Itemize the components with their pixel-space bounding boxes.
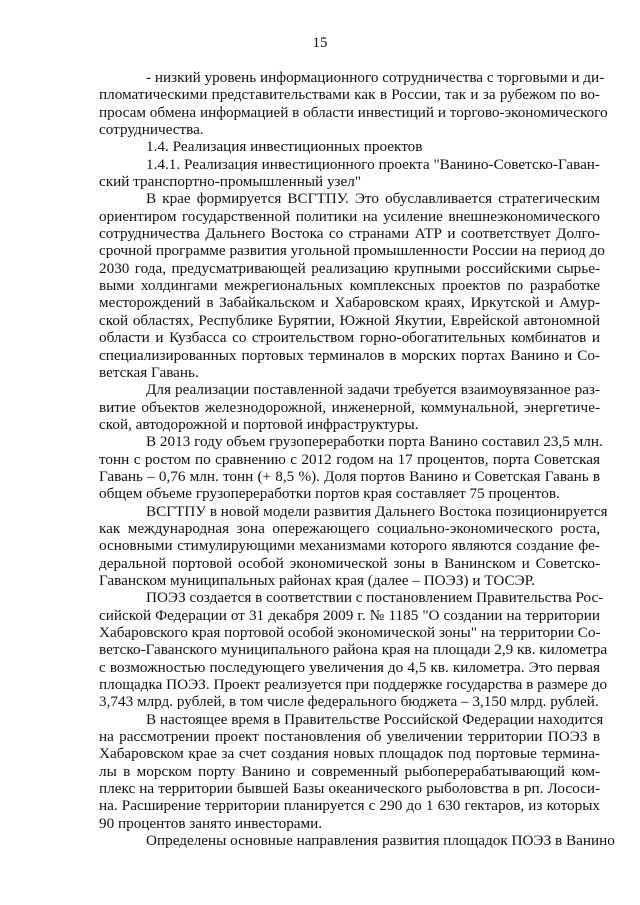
text-line: - низкий уровень информационного сотрудничества с торговыми и ди-: [146, 69, 605, 86]
text-line: площадка ПОЭЗ. Проект реализуется при поддержке государства в размере до: [99, 676, 608, 694]
text-line: как международная зона опережающего социально-экономического роста,: [99, 519, 600, 537]
text-line: плекс на территории бывшей Базы океанического рыболовства в рп. Лососи-: [99, 780, 600, 798]
page-number: 15: [312, 35, 328, 51]
body-text: [99, 69, 615, 850]
text-line: Для реализации поставленной задачи требуется взаимоувязанное раз-: [146, 381, 600, 399]
text-line: ВСГТПУ в новой модели развития Дальнего Востока позиционируется: [146, 502, 608, 520]
text-line: Определены основные направления развития площадок ПОЭЗ в Ванино: [146, 832, 615, 850]
text-line: 1.4.1. Реализация инвестиционного проекта "Ванино-Советско-Гаван-: [146, 155, 600, 173]
text-line: просам обмена информацией в области инвестиций и торгово-экономического: [99, 103, 608, 121]
text-line: ский транспортно-промышленный узел": [99, 173, 362, 191]
text-line: Хабаровском крае за счет создания новых площадок под портовые термина-: [99, 745, 600, 763]
text-line: срочной программе развития угольной промышленности России на период до: [99, 242, 605, 260]
text-line: сийской Федерации от 31 декабря 2009 г. № 1185 "О создании на территории: [99, 606, 600, 624]
text-line: области и Кузбасса со строительством горно-обогатительных комбинатов и: [99, 329, 600, 347]
text-line: сотрудничества.: [99, 121, 204, 139]
text-line: ской областях, Республике Бурятии, Южной Якутии, Еврейской автономной: [99, 311, 600, 329]
text-line: 90 процентов занято инвесторами.: [99, 814, 323, 832]
text-line: общем объеме грузопереработки портов края составляет 75 процентов.: [99, 485, 560, 503]
text-line: сотрудничества Дальнего Востока со странами АТР и соответствует Долго-: [99, 225, 600, 243]
text-line: месторождений в Забайкальском и Хабаровском краях, Иркутской и Амур-: [99, 294, 600, 312]
text-line: основными стимулирующими механизмами которого являются создание фе-: [99, 537, 600, 555]
text-line: ской, автодорожной и портовой инфраструктуры.: [99, 415, 419, 433]
text-line: лы в морском порту Ванино и современный рыбоперерабатывающий ком-: [99, 762, 600, 780]
text-line: 2030 года, предусматривающей реализацию крупными российскими сырье-: [99, 259, 600, 277]
text-line: В крае формируется ВСГТПУ. Это обуславливается стратегическим: [146, 190, 600, 208]
text-line: выми холдингами межрегиональных комплексных проектов по разработке: [99, 277, 600, 295]
text-line: В 2013 году объем грузопереработки порта Ванино составил 23,5 млн.: [146, 433, 603, 451]
text-line: Гаванском муниципальных районах края (далее – ПОЭЗ) и ТОСЭР.: [99, 571, 535, 589]
text-line: специализированных портовых терминалов в морских портах Ванино и Со-: [99, 346, 600, 364]
text-line: ветско-Гаванского муниципального района края на площади 2,9 кв. километра: [99, 641, 608, 659]
text-line: 1.4. Реализация инвестиционных проектов: [146, 138, 423, 156]
text-line: 3,743 млрд. рублей, в том числе федерального бюджета – 3,150 млрд. рублей.: [99, 693, 599, 711]
text-line: на. Расширение территории планируется с 290 до 1 630 гектаров, из которых: [99, 797, 600, 815]
text-line: деральной портовой особой экономической зоны в Ванинском и Советско-: [99, 554, 600, 572]
text-line: ориентиром государственной политики на усиление внешнеэкономического: [99, 207, 600, 225]
text-line: Гавань – 0,76 млн. тонн (+ 8,5 %). Доля портов Ванино и Советская Гавань в: [99, 467, 600, 485]
text-line: с возможностью последующего увеличения до 4,5 кв. километра. Это первая: [99, 658, 600, 676]
text-line: витие объектов железнодорожной, инженерной, коммунальной, энергетиче-: [99, 398, 600, 416]
text-line: В настоящее время в Правительстве Российской Федерации находится: [146, 710, 604, 728]
text-line: на рассмотрении проект постановления об увеличении территории ПОЭЗ в: [99, 728, 600, 746]
text-line: пломатическими представительствами как в России, так и за рубежом по во-: [99, 86, 600, 104]
text-line: ПОЭЗ создается в соответствии с постановлением Правительства Рос-: [146, 589, 604, 607]
text-line: Хабаровского края портовой особой экономической зоны" на территории Со-: [99, 624, 601, 641]
text-line: тонн с ростом по сравнению с 2012 годом на 17 процентов, порта Советская: [99, 450, 600, 468]
text-line: ветская Гавань.: [99, 363, 199, 381]
